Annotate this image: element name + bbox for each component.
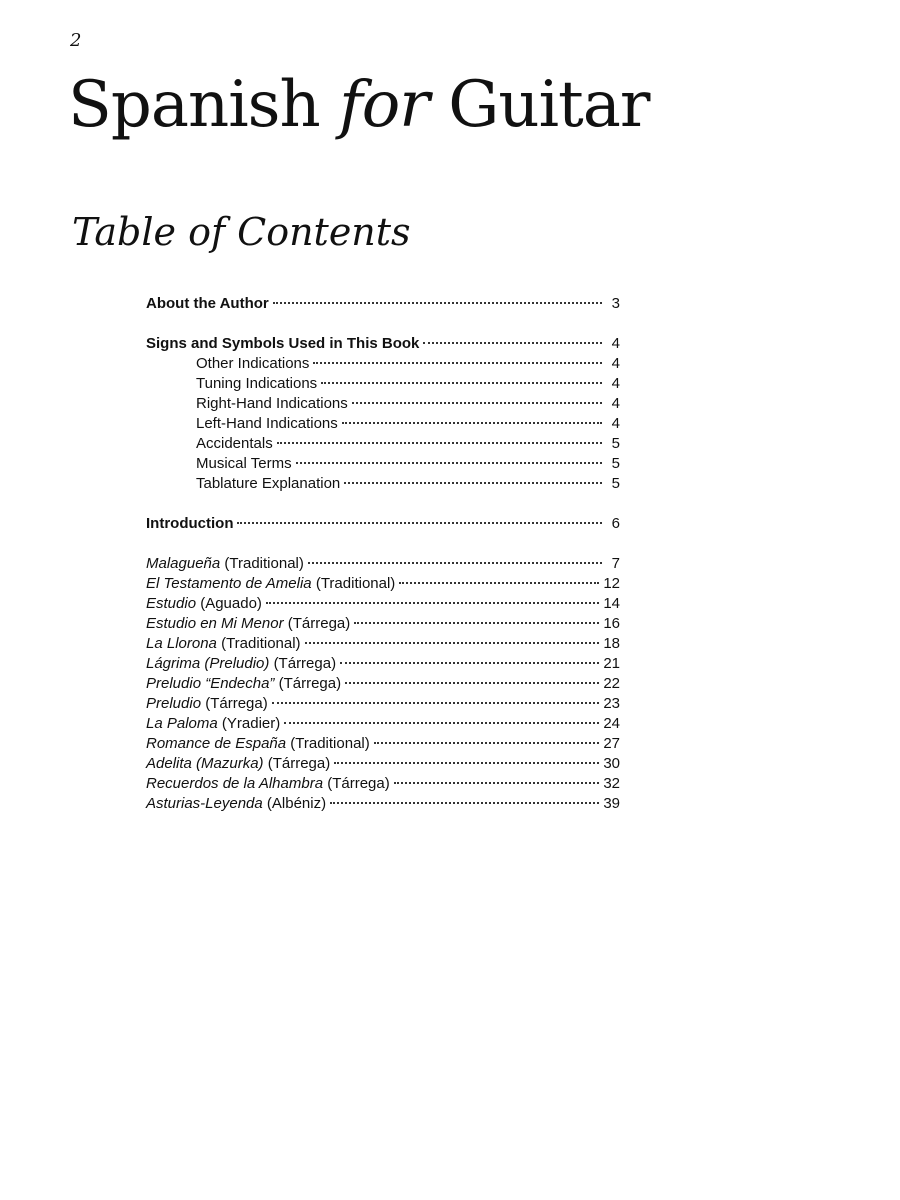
piece-title: Malagueña [146,555,221,572]
toc-piece [146,634,620,654]
piece-title: Estudio en Mi Menor [146,615,284,632]
piece-title: La Paloma [146,715,218,732]
dot-leader [345,682,599,684]
dot-leader [344,482,602,484]
piece-title: Lágrima (Preludio) [146,655,270,672]
piece-title: Recuerdos de la Alhambra [146,775,324,792]
piece-page: 30 [603,755,620,772]
dot-leader [330,802,599,804]
toc-piece [146,554,620,574]
piece-page: 39 [603,795,620,812]
piece-page: 14 [603,595,620,612]
toc-subentry [146,474,620,494]
toc-subentry [146,414,620,434]
dot-leader [342,422,602,424]
page-number: 2 [70,30,82,51]
piece-title: Adelita (Mazurka) [146,755,264,772]
toc-entry-title: Introduction [146,515,234,532]
dot-leader [273,302,602,304]
toc-subentry [146,394,620,414]
toc-entry-signs-and-symbols [146,334,620,354]
dot-leader [272,702,600,704]
piece-title: La Llorona [146,635,217,652]
toc-piece [146,674,620,694]
piece-title: Preludio “Endecha” [146,675,275,692]
toc-entry-title: About the Author [146,295,269,312]
dot-leader [308,562,602,564]
dot-leader [423,342,602,344]
dot-leader [277,442,602,444]
dot-leader [399,582,599,584]
dot-leader [334,762,599,764]
toc-entry-about-the-author [146,294,620,314]
piece-page: 23 [603,695,620,712]
toc-subentry-page: 4 [611,375,620,392]
dot-leader [313,362,602,364]
toc-subentry [146,354,620,374]
toc-piece [146,754,620,774]
section-title: Table of Contents [72,210,411,254]
toc-subentry-title: Tuning Indications [196,375,318,392]
toc-piece [146,614,620,634]
toc-entry-page: 4 [611,335,620,352]
piece-composer: (Tárrega) [205,695,268,712]
dot-leader [296,462,602,464]
toc-piece [146,794,620,814]
toc-subentry-title: Left-Hand Indications [196,415,338,432]
piece-composer: (Traditional) [224,555,304,572]
toc-subentry-page: 4 [611,355,620,372]
piece-page: 21 [603,655,620,672]
dot-leader [266,602,599,604]
toc-piece [146,654,620,674]
dot-leader [340,662,599,664]
toc-entry-introduction [146,514,620,534]
piece-page: 22 [603,675,620,692]
toc-entry-page: 6 [611,515,620,532]
piece-page: 18 [603,635,620,652]
toc-subentry-page: 5 [611,475,620,492]
book-title [68,68,650,142]
piece-page: 27 [603,735,620,752]
toc-subentry [146,454,620,474]
book-title-for: for [339,68,429,142]
toc-subentry-title: Right-Hand Indications [196,395,348,412]
piece-page: 24 [603,715,620,732]
piece-composer: (Tárrega) [287,615,351,632]
toc-subentry-page: 5 [611,455,620,472]
dot-leader [305,642,600,644]
dot-leader [284,722,599,724]
dot-leader [321,382,602,384]
piece-composer: (Tárrega) [273,655,337,672]
piece-composer: (Traditional) [221,635,301,652]
piece-page: 32 [603,775,620,792]
toc-piece [146,694,620,714]
book-title-spanish: Spanish [68,68,320,142]
piece-title: Romance de España [146,735,287,752]
piece-composer: (Traditional) [290,735,370,752]
toc-piece [146,594,620,614]
toc-subentry [146,434,620,454]
piece-composer: (Aguado) [200,595,262,612]
toc-piece [146,574,620,594]
piece-composer: (Tárrega) [278,675,342,692]
piece-title: Asturias-Leyenda [146,795,263,812]
piece-composer: (Traditional) [315,575,396,592]
piece-composer: (Tárrega) [327,775,390,792]
toc-subentry [146,374,620,394]
toc-entry-title: Signs and Symbols Used in This Book [146,335,420,352]
toc-piece [146,714,620,734]
piece-composer: (Albéniz) [266,795,327,812]
piece-page: 12 [603,575,620,592]
piece-composer: (Yradier) [221,715,281,732]
piece-title: Estudio [146,595,197,612]
toc-piece [146,734,620,754]
dot-leader [394,782,600,784]
dot-leader [374,742,600,744]
toc-subentry-page: 4 [611,395,620,412]
toc-subentry-page: 5 [611,435,620,452]
toc-piece [146,774,620,794]
piece-page: 7 [611,555,620,572]
dot-leader [352,402,602,404]
toc-entry-page: 3 [611,295,620,312]
dot-leader [354,622,599,624]
dot-leader [237,522,602,524]
piece-composer: (Tárrega) [267,755,331,772]
toc-subentry-title: Other Indications [196,355,310,372]
toc-subentry-title: Accidentals [196,435,273,452]
toc-subentry-page: 4 [611,415,620,432]
table-of-contents [146,294,620,814]
toc-subentry-title: Tablature Explanation [196,475,341,492]
piece-title: Preludio [146,695,202,712]
piece-page: 16 [603,615,620,632]
piece-title: El Testamento de Amelia [146,575,312,592]
toc-subentry-title: Musical Terms [196,455,292,472]
book-title-guitar: Guitar [448,68,650,142]
